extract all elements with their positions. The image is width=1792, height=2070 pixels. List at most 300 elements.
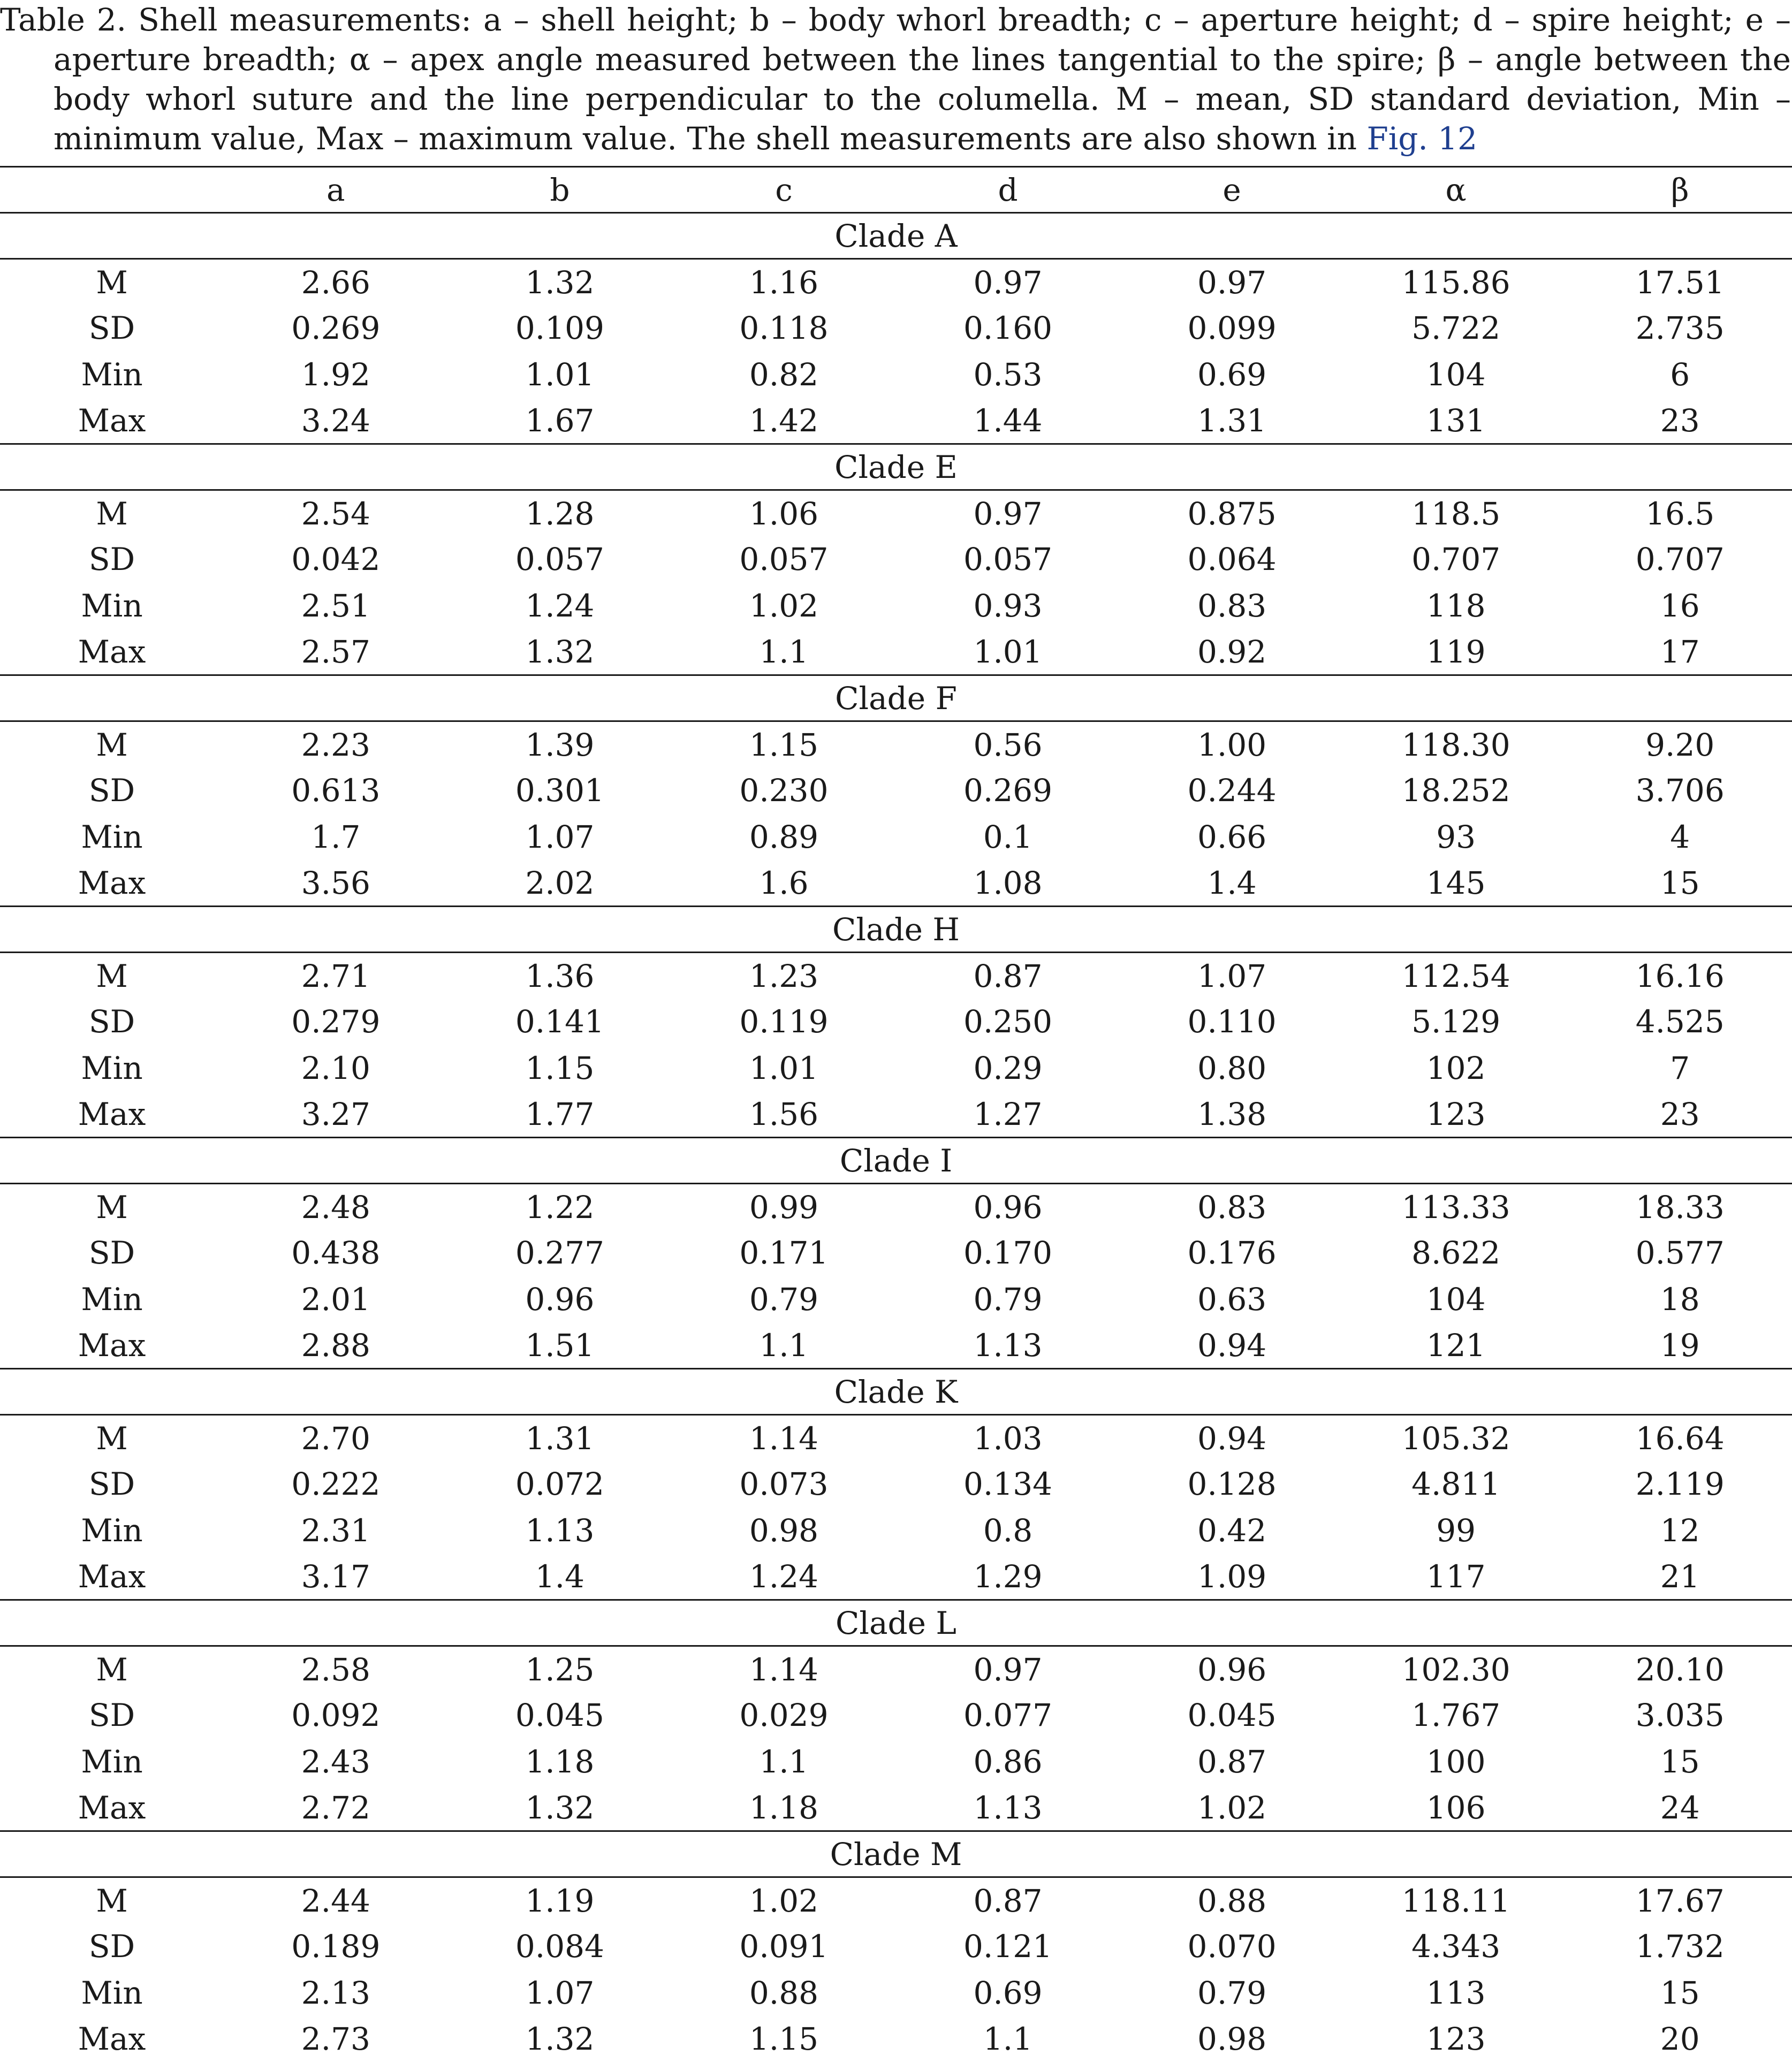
stat-label: M <box>96 264 128 301</box>
value-cell: 1.1 <box>983 2021 1033 2058</box>
value-cell: 0.88 <box>749 1974 819 2011</box>
value-cell: 1.25 <box>525 1651 595 1688</box>
value-cell: 100 <box>1426 1743 1486 1780</box>
value-cell: 0.98 <box>1197 2021 1267 2058</box>
table-row <box>0 1415 1792 1462</box>
value-cell: 4.811 <box>1411 1466 1501 1503</box>
value-cell: 3.035 <box>1635 1697 1725 1734</box>
value-cell: 2.57 <box>301 633 370 670</box>
table-row <box>0 1184 1792 1230</box>
value-cell: 15 <box>1660 1974 1700 2011</box>
value-cell: 5.722 <box>1411 310 1501 347</box>
value-cell: 0.222 <box>291 1466 381 1503</box>
value-cell: 1.1 <box>759 1743 809 1780</box>
value-cell: 0.707 <box>1635 541 1725 578</box>
value-cell: 0.045 <box>515 1697 604 1734</box>
value-cell: 1.42 <box>749 402 819 439</box>
value-cell: 123 <box>1426 2021 1486 2058</box>
clade-label: Clade L <box>836 1604 956 1641</box>
value-cell: 1.14 <box>749 1651 819 1688</box>
value-cell: 1.28 <box>525 495 595 532</box>
header-cell-c: c <box>775 171 793 208</box>
value-cell: 18.33 <box>1635 1189 1725 1226</box>
table-row <box>0 814 1792 861</box>
clade-label: Clade I <box>839 1142 953 1179</box>
value-cell: 0.8 <box>983 1512 1033 1549</box>
value-cell: 1.32 <box>525 633 595 670</box>
value-cell: 6 <box>1670 356 1690 393</box>
value-cell: 9.20 <box>1645 726 1715 763</box>
value-cell: 1.19 <box>525 1882 595 1919</box>
value-cell: 1.732 <box>1635 1928 1725 1965</box>
value-cell: 1.67 <box>525 402 595 439</box>
stat-label: SD <box>88 1928 135 1965</box>
value-cell: 1.31 <box>1197 402 1267 439</box>
stat-label: Max <box>78 1558 146 1595</box>
value-cell: 1.18 <box>525 1743 595 1780</box>
stat-label: Max <box>78 1095 146 1132</box>
value-cell: 2.54 <box>301 495 370 532</box>
value-cell: 2.66 <box>301 264 370 301</box>
value-cell: 0.80 <box>1197 1049 1267 1086</box>
value-cell: 1.24 <box>749 1558 819 1595</box>
clade-label: Clade F <box>835 680 957 717</box>
value-cell: 0.091 <box>739 1928 829 1965</box>
value-cell: 17.67 <box>1635 1882 1725 1919</box>
value-cell: 0.301 <box>515 772 604 809</box>
value-cell: 0.29 <box>973 1049 1043 1086</box>
table-row <box>0 999 1792 1045</box>
value-cell: 0.277 <box>515 1235 604 1272</box>
table-row <box>0 767 1792 814</box>
value-cell: 15 <box>1660 1743 1700 1780</box>
value-cell: 8.622 <box>1411 1235 1501 1272</box>
value-cell: 0.875 <box>1187 495 1277 532</box>
value-cell: 1.07 <box>525 818 595 855</box>
clade-header-row <box>0 675 1792 721</box>
value-cell: 118.30 <box>1401 726 1510 763</box>
stat-label: M <box>96 1189 128 1226</box>
value-cell: 23 <box>1660 1095 1700 1132</box>
table-row <box>0 1923 1792 1970</box>
value-cell: 102.30 <box>1401 1651 1510 1688</box>
clade-group <box>0 1369 1792 1600</box>
value-cell: 104 <box>1426 356 1486 393</box>
value-cell: 0.79 <box>749 1281 819 1318</box>
value-cell: 1.4 <box>1207 864 1257 901</box>
figure-link[interactable]: Fig. 12 <box>1366 120 1478 157</box>
stat-label: Min <box>81 1049 143 1086</box>
value-cell: 0.613 <box>291 772 381 809</box>
value-cell: 0.87 <box>1197 1743 1267 1780</box>
value-cell: 0.83 <box>1197 587 1267 624</box>
table-row <box>0 860 1792 907</box>
value-cell: 0.057 <box>515 541 604 578</box>
stat-label: Max <box>78 2021 146 2058</box>
stat-label: Max <box>78 1327 146 1364</box>
table-row <box>0 259 1792 306</box>
value-cell: 0.128 <box>1187 1466 1277 1503</box>
value-cell: 0.141 <box>515 1003 604 1040</box>
value-cell: 0.230 <box>739 772 829 809</box>
value-cell: 1.1 <box>759 1327 809 1364</box>
value-cell: 123 <box>1426 1095 1486 1132</box>
value-cell: 16.64 <box>1635 1420 1725 1457</box>
value-cell: 118.5 <box>1411 495 1501 532</box>
value-cell: 0.1 <box>983 818 1033 855</box>
value-cell: 0.56 <box>973 726 1043 763</box>
clade-group <box>0 444 1792 675</box>
value-cell: 1.07 <box>1197 957 1267 994</box>
value-cell: 0.86 <box>973 1743 1043 1780</box>
value-cell: 0.69 <box>1197 356 1267 393</box>
value-cell: 1.44 <box>973 402 1043 439</box>
value-cell: 1.1 <box>759 633 809 670</box>
value-cell: 2.51 <box>301 587 370 624</box>
value-cell: 0.87 <box>973 957 1043 994</box>
clade-label: Clade E <box>834 448 958 485</box>
value-cell: 0.070 <box>1187 1928 1277 1965</box>
table-row <box>0 1785 1792 1831</box>
value-cell: 21 <box>1660 1558 1700 1595</box>
clade-group <box>0 1138 1792 1369</box>
value-cell: 1.22 <box>525 1189 595 1226</box>
value-cell: 1.32 <box>525 1789 595 1826</box>
table-row <box>0 1554 1792 1600</box>
value-cell: 0.66 <box>1197 818 1267 855</box>
table-row <box>0 1045 1792 1092</box>
value-cell: 0.042 <box>291 541 381 578</box>
value-cell: 1.02 <box>749 1882 819 1919</box>
value-cell: 3.17 <box>301 1558 370 1595</box>
value-cell: 0.250 <box>963 1003 1053 1040</box>
stat-label: SD <box>88 1003 135 1040</box>
value-cell: 1.23 <box>749 957 819 994</box>
value-cell: 0.438 <box>291 1235 381 1272</box>
stat-label: Max <box>78 864 146 901</box>
value-cell: 0.057 <box>739 541 829 578</box>
value-cell: 23 <box>1660 402 1700 439</box>
value-cell: 0.244 <box>1187 772 1277 809</box>
value-cell: 0.53 <box>973 356 1043 393</box>
header-cell-alpha: α <box>1445 171 1467 208</box>
value-cell: 18.252 <box>1401 772 1510 809</box>
value-cell: 1.27 <box>973 1095 1043 1132</box>
value-cell: 1.51 <box>525 1327 595 1364</box>
value-cell: 20.10 <box>1635 1651 1725 1688</box>
value-cell: 0.96 <box>973 1189 1043 1226</box>
value-cell: 0.269 <box>963 772 1053 809</box>
value-cell: 0.121 <box>963 1928 1053 1965</box>
value-cell: 0.94 <box>1197 1420 1267 1457</box>
value-cell: 16.16 <box>1635 957 1725 994</box>
value-cell: 1.14 <box>749 1420 819 1457</box>
value-cell: 0.87 <box>973 1882 1043 1919</box>
value-cell: 0.110 <box>1187 1003 1277 1040</box>
clade-group <box>0 907 1792 1138</box>
value-cell: 0.707 <box>1411 541 1501 578</box>
value-cell: 2.43 <box>301 1743 370 1780</box>
table-row <box>0 1322 1792 1369</box>
clade-header-row <box>0 213 1792 259</box>
table-row <box>0 1692 1792 1739</box>
value-cell: 1.24 <box>525 587 595 624</box>
table-row <box>0 536 1792 583</box>
clade-header-row <box>0 1831 1792 1877</box>
value-cell: 2.23 <box>301 726 370 763</box>
value-cell: 3.56 <box>301 864 370 901</box>
value-cell: 0.577 <box>1635 1235 1725 1272</box>
header-cell-beta: β <box>1670 171 1689 208</box>
value-cell: 1.29 <box>973 1558 1043 1595</box>
value-cell: 1.00 <box>1197 726 1267 763</box>
value-cell: 2.735 <box>1635 310 1725 347</box>
clade-label: Clade K <box>834 1373 958 1410</box>
value-cell: 1.56 <box>749 1095 819 1132</box>
value-cell: 0.118 <box>739 310 829 347</box>
value-cell: 1.4 <box>535 1558 585 1595</box>
value-cell: 24 <box>1660 1789 1700 1826</box>
value-cell: 1.09 <box>1197 1558 1267 1595</box>
value-cell: 4.525 <box>1635 1003 1725 1040</box>
value-cell: 1.18 <box>749 1789 819 1826</box>
value-cell: 93 <box>1436 818 1476 855</box>
value-cell: 0.045 <box>1187 1697 1277 1734</box>
value-cell: 0.83 <box>1197 1189 1267 1226</box>
value-cell: 0.029 <box>739 1697 829 1734</box>
table-row <box>0 583 1792 629</box>
value-cell: 0.98 <box>749 1512 819 1549</box>
stat-label: M <box>96 957 128 994</box>
value-cell: 0.79 <box>973 1281 1043 1318</box>
value-cell: 2.70 <box>301 1420 370 1457</box>
value-cell: 2.02 <box>525 864 595 901</box>
value-cell: 119 <box>1426 633 1486 670</box>
stat-label: Max <box>78 633 146 670</box>
value-cell: 2.10 <box>301 1049 370 1086</box>
value-cell: 1.13 <box>973 1327 1043 1364</box>
stat-label: M <box>96 1420 128 1457</box>
clade-group <box>0 213 1792 444</box>
value-cell: 1.92 <box>301 356 370 393</box>
value-cell: 0.134 <box>963 1466 1053 1503</box>
value-cell: 0.82 <box>749 356 819 393</box>
value-cell: 15 <box>1660 864 1700 901</box>
value-cell: 115.86 <box>1401 264 1510 301</box>
value-cell: 16.5 <box>1645 495 1715 532</box>
value-cell: 19 <box>1660 1327 1700 1364</box>
value-cell: 0.269 <box>291 310 381 347</box>
value-cell: 0.97 <box>973 1651 1043 1688</box>
clade-group <box>0 1831 1792 2063</box>
table-row <box>0 1970 1792 2016</box>
value-cell: 4 <box>1670 818 1690 855</box>
value-cell: 118.11 <box>1401 1882 1510 1919</box>
value-cell: 0.170 <box>963 1235 1053 1272</box>
value-cell: 0.092 <box>291 1697 381 1734</box>
stat-label: SD <box>88 1235 135 1272</box>
header-cell-a: a <box>326 171 345 208</box>
value-cell: 1.31 <box>525 1420 595 1457</box>
value-cell: 2.71 <box>301 957 370 994</box>
value-cell: 1.03 <box>973 1420 1043 1457</box>
table-row <box>0 305 1792 352</box>
table-row <box>0 2016 1792 2063</box>
value-cell: 16 <box>1660 587 1700 624</box>
value-cell: 0.63 <box>1197 1281 1267 1318</box>
stat-label: Min <box>81 818 143 855</box>
value-cell: 1.06 <box>749 495 819 532</box>
table-caption <box>0 0 1792 158</box>
value-cell: 0.171 <box>739 1235 829 1272</box>
value-cell: 2.119 <box>1635 1466 1725 1503</box>
clade-group <box>0 1600 1792 1831</box>
value-cell: 1.32 <box>525 2021 595 2058</box>
value-cell: 0.97 <box>973 264 1043 301</box>
value-cell: 113 <box>1426 1974 1486 2011</box>
value-cell: 12 <box>1660 1512 1700 1549</box>
value-cell: 1.36 <box>525 957 595 994</box>
value-cell: 0.064 <box>1187 541 1277 578</box>
value-cell: 0.077 <box>963 1697 1053 1734</box>
value-cell: 0.073 <box>739 1466 829 1503</box>
value-cell: 1.38 <box>1197 1095 1267 1132</box>
value-cell: 1.13 <box>525 1512 595 1549</box>
value-cell: 104 <box>1426 1281 1486 1318</box>
stat-label: M <box>96 495 128 532</box>
value-cell: 2.13 <box>301 1974 370 2011</box>
value-cell: 2.73 <box>301 2021 370 2058</box>
value-cell: 1.15 <box>749 2021 819 2058</box>
stat-label: M <box>96 1882 128 1919</box>
header-cell-stat <box>0 167 224 213</box>
value-cell: 145 <box>1426 864 1486 901</box>
stat-label: SD <box>88 772 135 809</box>
value-cell: 4.343 <box>1411 1928 1501 1965</box>
value-cell: 1.6 <box>759 864 809 901</box>
clade-header-row <box>0 1600 1792 1646</box>
stat-label: Min <box>81 356 143 393</box>
stat-label: SD <box>88 310 135 347</box>
table-row <box>0 1276 1792 1323</box>
value-cell: 1.15 <box>749 726 819 763</box>
value-cell: 113.33 <box>1401 1189 1510 1226</box>
value-cell: 0.072 <box>515 1466 604 1503</box>
value-cell: 1.77 <box>525 1095 595 1132</box>
value-cell: 1.16 <box>749 264 819 301</box>
stat-label: Min <box>81 587 143 624</box>
value-cell: 0.97 <box>973 495 1043 532</box>
value-cell: 0.97 <box>1197 264 1267 301</box>
value-cell: 0.109 <box>515 310 604 347</box>
header-row <box>0 167 1792 213</box>
value-cell: 3.27 <box>301 1095 370 1132</box>
value-cell: 17 <box>1660 633 1700 670</box>
stat-label: M <box>96 726 128 763</box>
stat-label: SD <box>88 541 135 578</box>
stat-label: Min <box>81 1281 143 1318</box>
value-cell: 1.13 <box>973 1789 1043 1826</box>
value-cell: 2.48 <box>301 1189 370 1226</box>
value-cell: 0.119 <box>739 1003 829 1040</box>
value-cell: 1.08 <box>973 864 1043 901</box>
value-cell: 1.7 <box>311 818 361 855</box>
clade-label: Clade M <box>830 1836 962 1873</box>
table-header <box>0 167 1792 213</box>
value-cell: 1.02 <box>749 587 819 624</box>
clade-label: Clade H <box>832 911 960 948</box>
table-row <box>0 1646 1792 1693</box>
value-cell: 0.057 <box>963 541 1053 578</box>
value-cell: 0.160 <box>963 310 1053 347</box>
value-cell: 1.39 <box>525 726 595 763</box>
value-cell: 117 <box>1426 1558 1486 1595</box>
value-cell: 2.44 <box>301 1882 370 1919</box>
value-cell: 121 <box>1426 1327 1486 1364</box>
value-cell: 0.79 <box>1197 1974 1267 2011</box>
table-row <box>0 1230 1792 1276</box>
header-cell-d: d <box>998 171 1018 208</box>
value-cell: 1.07 <box>525 1974 595 2011</box>
value-cell: 1.01 <box>973 633 1043 670</box>
clade-header-row <box>0 1369 1792 1415</box>
value-cell: 2.31 <box>301 1512 370 1549</box>
value-cell: 2.01 <box>301 1281 370 1318</box>
value-cell: 0.189 <box>291 1928 381 1965</box>
value-cell: 2.58 <box>301 1651 370 1688</box>
table-row <box>0 1877 1792 1924</box>
value-cell: 0.42 <box>1197 1512 1267 1549</box>
table-row <box>0 721 1792 768</box>
value-cell: 112.54 <box>1401 957 1510 994</box>
stat-label: M <box>96 1651 128 1688</box>
value-cell: 18 <box>1660 1281 1700 1318</box>
value-cell: 1.32 <box>525 264 595 301</box>
header-cell-e: e <box>1222 171 1241 208</box>
value-cell: 0.084 <box>515 1928 604 1965</box>
value-cell: 1.02 <box>1197 1789 1267 1826</box>
table-row <box>0 629 1792 675</box>
value-cell: 0.96 <box>525 1281 595 1318</box>
value-cell: 0.96 <box>1197 1651 1267 1688</box>
table-row <box>0 398 1792 444</box>
value-cell: 0.69 <box>973 1974 1043 2011</box>
clade-header-row <box>0 444 1792 490</box>
value-cell: 1.01 <box>525 356 595 393</box>
value-cell: 20 <box>1660 2021 1700 2058</box>
value-cell: 0.099 <box>1187 310 1277 347</box>
table-row <box>0 953 1792 999</box>
value-cell: 0.279 <box>291 1003 381 1040</box>
value-cell: 0.94 <box>1197 1327 1267 1364</box>
value-cell: 0.88 <box>1197 1882 1267 1919</box>
value-cell: 3.24 <box>301 402 370 439</box>
value-cell: 99 <box>1436 1512 1476 1549</box>
clade-label: Clade A <box>834 217 958 254</box>
table-row <box>0 1091 1792 1138</box>
value-cell: 7 <box>1670 1049 1690 1086</box>
table-row <box>0 490 1792 537</box>
stat-label: SD <box>88 1697 135 1734</box>
value-cell: 0.176 <box>1187 1235 1277 1272</box>
value-cell: 0.92 <box>1197 633 1267 670</box>
value-cell: 0.99 <box>749 1189 819 1226</box>
value-cell: 0.89 <box>749 818 819 855</box>
clade-header-row <box>0 907 1792 953</box>
stat-label: Min <box>81 1512 143 1549</box>
value-cell: 0.93 <box>973 587 1043 624</box>
caption-text: Table 2. Shell measurements: a – shell height; b – body whorl breadth; c – aperture height; d – spire height; e – aperture breadth; α – apex angle measured between the lines tangential to the spire; β – angle between the body whorl suture and the line perpendicular to the columella. M – mean, SD standard deviation, Min – minimum value, Max – maximum value. The shell measurements are also shown in <box>0 2 1791 157</box>
